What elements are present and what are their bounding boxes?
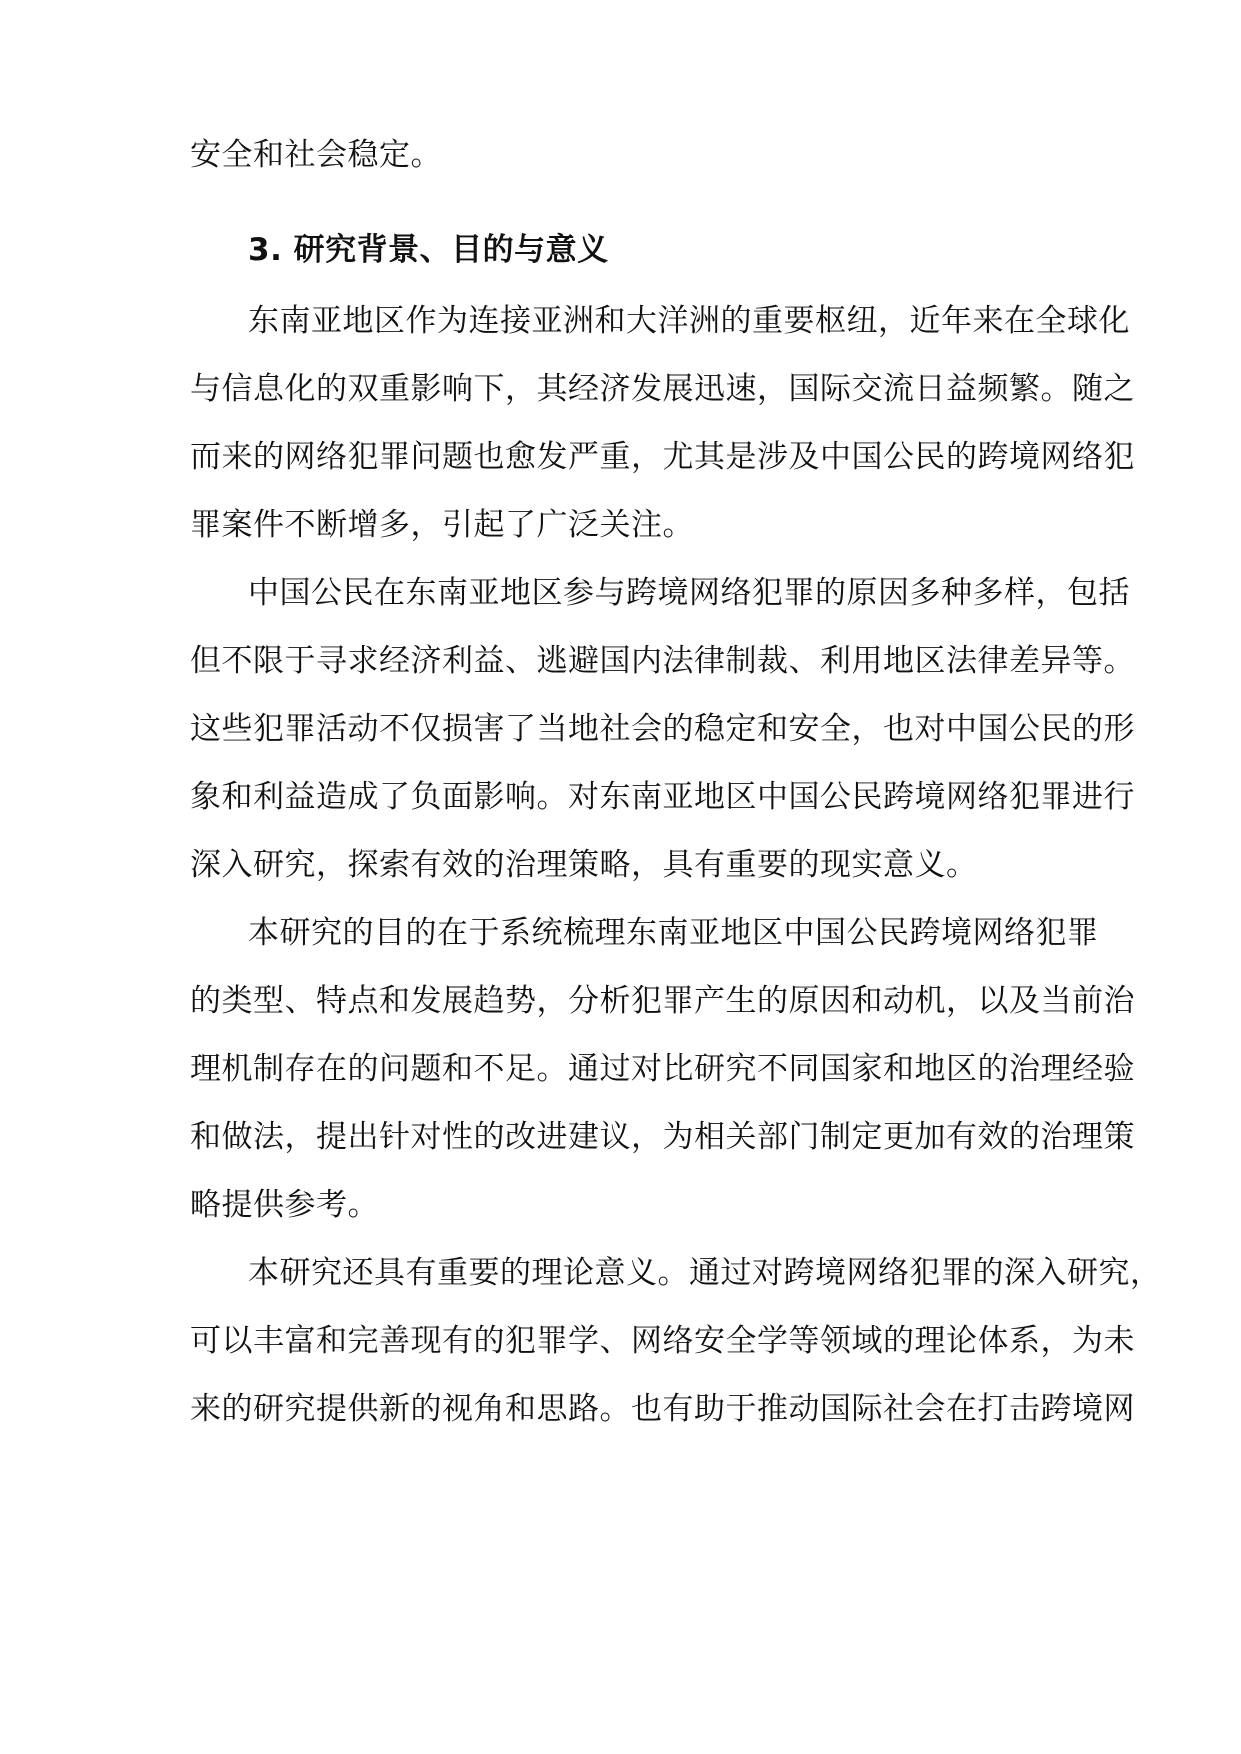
paragraph-line: 东南亚地区作为连接亚洲和大洋洲的重要枢纽，近年来在全球化: [248, 303, 1130, 339]
paragraph-line: 这些犯罪活动不仅损害了当地社会的稳定和安全，也对中国公民的形: [190, 711, 1135, 747]
paragraph-line: 但不限于寻求经济利益、逃避国内法律制裁、利用地区法律差异等。: [190, 643, 1135, 679]
paragraph-line: 本研究还具有重要的理论意义。通过对跨境网络犯罪的深入研究，: [248, 1255, 1162, 1291]
paragraph-line: 的类型、特点和发展趋势，分析犯罪产生的原因和动机，以及当前治: [190, 983, 1135, 1019]
continuation-text-line: 安全和社会稳定。: [190, 137, 442, 173]
paragraph-line: 中国公民在东南亚地区参与跨境网络犯罪的原因多种多样，包括: [248, 575, 1130, 611]
paragraph-line: 和做法，提出针对性的改进建议，为相关部门制定更加有效的治理策: [190, 1119, 1135, 1155]
paragraph-line: 而来的网络犯罪问题也愈发严重，尤其是涉及中国公民的跨境网络犯: [190, 439, 1135, 475]
paragraph-line: 罪案件不断增多，引起了广泛关注。: [190, 507, 694, 543]
paragraph-line: 与信息化的双重影响下，其经济发展迅速，国际交流日益频繁。随之: [190, 371, 1135, 407]
paragraph-line: 可以丰富和完善现有的犯罪学、网络安全学等领域的理论体系，为未: [190, 1323, 1135, 1359]
paragraph-line: 深入研究，探索有效的治理策略，具有重要的现实意义。: [190, 847, 978, 883]
paragraph-line: 来的研究提供新的视角和思路。也有助于推动国际社会在打击跨境网: [190, 1391, 1135, 1427]
paragraph-line: 象和利益造成了负面影响。对东南亚地区中国公民跨境网络犯罪进行: [190, 779, 1135, 815]
section-heading: 3. 研究背景、目的与意义: [248, 232, 609, 268]
paragraph-line: 本研究的目的在于系统梳理东南亚地区中国公民跨境网络犯罪: [248, 915, 1099, 951]
paragraph-line: 略提供参考。: [190, 1187, 379, 1223]
paragraph-line: 理机制存在的问题和不足。通过对比研究不同国家和地区的治理经验: [190, 1051, 1135, 1087]
